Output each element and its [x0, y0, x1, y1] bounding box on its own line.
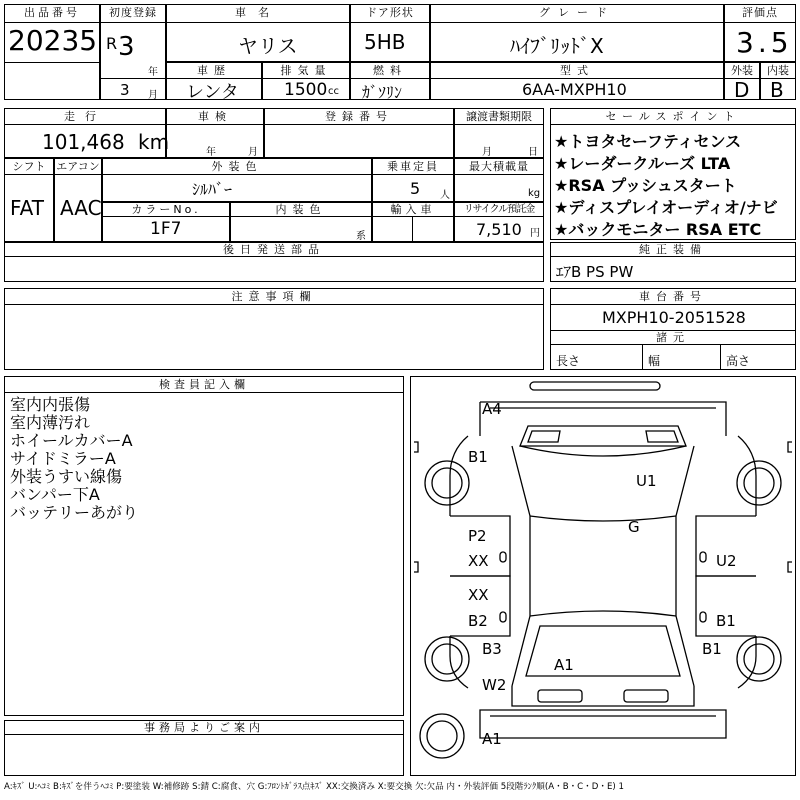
- mileage: 101,468: [42, 130, 125, 154]
- damage-mark-w2: W2: [482, 676, 507, 694]
- sales-point-item: ★RSA プッシュスタート: [554, 176, 737, 195]
- damage-mark-b2: B2: [468, 612, 488, 630]
- first-reg-era: R: [106, 34, 118, 53]
- inspector-label: 検査員記入欄: [159, 378, 249, 391]
- exterior-color: ｼﾙﾊﾞｰ: [192, 180, 233, 199]
- score-label: 評価点: [742, 6, 778, 19]
- import-label: 輸入車: [390, 203, 436, 216]
- history: レンタ: [186, 82, 239, 103]
- damage-mark-b3: B3: [482, 640, 502, 658]
- damage-mark-a4: A4: [482, 400, 502, 418]
- first-reg-month-unit: 月: [148, 90, 158, 101]
- damage-mark-b1-right: B1: [716, 612, 736, 630]
- dimension-width-label: 幅: [648, 354, 661, 368]
- transfer-deadline-month-unit: 月: [482, 147, 492, 158]
- inspector-remark: 外装うすい線傷: [10, 467, 123, 486]
- damage-mark-b1-right: B1: [702, 640, 722, 658]
- door-type: 5HB: [364, 30, 406, 54]
- inspector-remark: ホイールカバーA: [10, 431, 133, 450]
- fuel: ｶﾞｿﾘﾝ: [362, 83, 403, 102]
- inspector-remark: サイドミラーA: [10, 449, 116, 468]
- damage-mark-u1: U1: [636, 472, 657, 490]
- interior-color-label: 内装色: [275, 203, 327, 216]
- sales-point-item: ★レーダークルーズ LTA: [554, 154, 731, 173]
- car-body-diagram: [410, 376, 796, 776]
- capacity-unit: 人: [440, 190, 450, 201]
- sales-point-item: ★トヨタセーフティセンス: [554, 132, 742, 151]
- shift: FAT: [10, 196, 45, 220]
- chassis-number: MXPH10-2051528: [602, 308, 746, 327]
- mileage-label: 走行: [64, 110, 106, 123]
- exterior-color-label: 外装色: [211, 160, 263, 173]
- inspection-month-unit: 月: [248, 147, 258, 158]
- exterior-grade-label: 外装: [731, 64, 753, 77]
- car-name-label: 車名: [235, 6, 281, 19]
- damage-mark-g: G: [628, 518, 640, 536]
- damage-mark-a1: A1: [554, 656, 574, 674]
- mileage-unit: km: [138, 130, 170, 154]
- lot-number: 20235: [8, 24, 98, 57]
- first-reg-label: 初度登録: [109, 6, 157, 19]
- exterior-grade: D: [734, 78, 750, 102]
- history-label: 車歴: [197, 64, 231, 77]
- door-label: ドア形状: [366, 6, 414, 19]
- capacity: 5: [410, 179, 421, 198]
- inspection-year-unit: 年: [206, 147, 216, 158]
- first-reg-year-unit: 年: [148, 67, 158, 78]
- interior-grade-label: 内装: [767, 64, 789, 77]
- legend: A:ｷｽﾞ U:ﾍｺﾐ B:ｷｽﾞを伴うﾍｺﾐ P:要塗装 W:補修跡 S:錆 C:腐食、穴 G:ﾌﾛﾝﾄｶﾞﾗｽ点ｷｽﾞ XX:交換済み X:要交換 欠:欠品 内・外装評価 5段階ﾗﾝｸ順(A・B・C・D・E) 1: [4, 782, 624, 792]
- displacement: 1500: [284, 80, 328, 100]
- inspection-label: 車検: [198, 110, 232, 123]
- transfer-deadline-label: 譲渡書類期限: [466, 110, 532, 123]
- damage-mark-a1: A1: [482, 730, 502, 748]
- office-label: 事務局よりご案内: [144, 721, 264, 734]
- grade: ﾊｲﾌﾞﾘｯﾄﾞX: [510, 34, 604, 58]
- first-reg-month: 3: [120, 81, 130, 99]
- interior-grade: B: [770, 78, 784, 102]
- dimension-length-label: 長さ: [556, 354, 581, 368]
- transfer-deadline-day-unit: 日: [528, 147, 538, 158]
- reg-number-label: 登録番号: [325, 110, 393, 123]
- interior-color-unit: 系: [356, 231, 366, 242]
- capacity-label: 乗車定員: [387, 160, 439, 173]
- inspector-remark: 室内内張傷: [10, 395, 91, 414]
- score: 3.5: [736, 26, 793, 59]
- equipment: ｴｱB PS PW: [556, 263, 634, 281]
- later-parts-label: 後日発送部品: [223, 243, 325, 256]
- damage-mark-b1-left: B1: [468, 448, 488, 466]
- displacement-label: 排気量: [280, 64, 332, 77]
- recycle: 7,510: [476, 220, 522, 239]
- chassis-label: 車台番号: [639, 290, 707, 303]
- dimension-height-label: 高さ: [726, 354, 751, 368]
- damage-mark-p2: P2: [468, 527, 487, 545]
- inspector-remark: バンパー下A: [10, 485, 100, 504]
- displacement-unit: cc: [328, 86, 339, 97]
- lot-label: 出品番号: [24, 6, 80, 19]
- first-reg-year: 3: [118, 32, 135, 62]
- damage-mark-u2: U2: [716, 552, 737, 570]
- sales-point-item: ★ディスプレイオーディオ/ナビ: [554, 198, 778, 217]
- color-no-label: カラーNo.: [131, 203, 201, 216]
- model: 6AA-MXPH10: [522, 80, 627, 99]
- max-load-unit: kg: [528, 188, 541, 199]
- car-name: ヤリス: [238, 34, 298, 58]
- sales-points-label: セールスポイント: [605, 110, 741, 123]
- fuel-label: 燃料: [373, 64, 407, 77]
- equipment-label: 純正装備: [639, 243, 707, 256]
- damage-mark-xx: XX: [468, 552, 489, 570]
- damage-mark-xx: XX: [468, 586, 489, 604]
- aircon: AAC: [60, 196, 102, 220]
- shift-label: シフト: [12, 160, 46, 173]
- grade-label: グレード: [539, 6, 615, 19]
- aircon-label: エアコン: [56, 160, 100, 173]
- notes-label: 注意事項欄: [231, 290, 317, 303]
- model-label: 型式: [560, 64, 594, 77]
- sales-point-item: ★バックモニター RSA ETC: [554, 220, 762, 239]
- recycle-label: リサイクル預託金: [463, 204, 535, 215]
- inspector-remark: 室内薄汚れ: [10, 413, 91, 432]
- color-no: 1F7: [150, 219, 182, 239]
- max-load-label: 最大積載量: [469, 160, 529, 173]
- inspector-remark: バッテリーあがり: [10, 503, 139, 522]
- recycle-unit: 円: [530, 228, 540, 239]
- dimensions-label: 諸元: [656, 331, 690, 344]
